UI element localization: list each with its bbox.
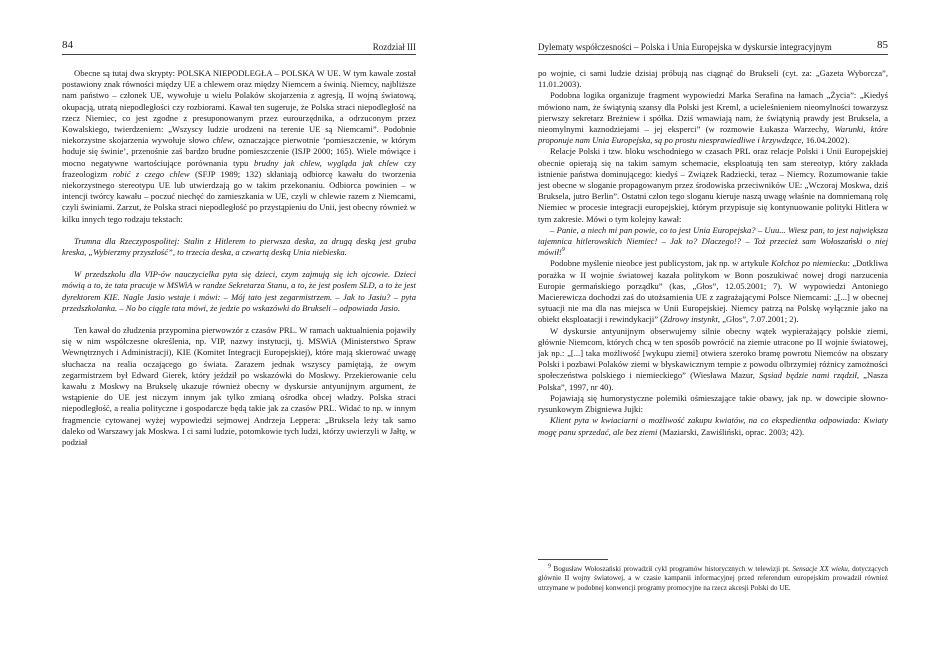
paragraph: Pojawiają się humorystyczne polemiki ośmieszające takie obawy, jak np. w dowcipie słowno-rysunkowym Zbigniewa Jujki:	[538, 392, 888, 415]
footnote-mark: 9	[561, 247, 565, 254]
page-number: 85	[877, 39, 888, 51]
footnote-text: $^9$ Bogusław Wołoszański prowadził cykl programów historycznych w telewizji pt. Sensacje XX wieku, dotyczących głównie II wojny światowej, a w czasie kampanii informacyjnej przed referendum europejskim prowadził również utrzymane w podobnej konwencji programy promocyjne na rzecz akcesji Polski do UE.	[538, 563, 888, 592]
quote-joke: Klient pyta w kwiaciarni o możliwość zakupu kwiatów, na co ekspedientka odpowiada: Kwiaty mogę panu sprzedać, ale bez ziemi (Maziarski, Zawiśliński, oprac. 2003; 42).	[538, 415, 888, 437]
paragraph: Relacje Polski i tzw. bloku wschodniego w czasach PRL oraz relacje Polski i Unii Europejskiej obecnie opierają się na takim samym schemacie, eksploatują ten sam stereotyp, który zakłada istnienie państwa dominującego: kiedyś – Związek Radziecki, teraz – Niemcy. Rozumowanie takie jest obecne w sloganie propagowanym przez środowiska przeciwników UE: „Wczoraj Moskwa, dziś Bruksela, jutro Berlin”. Ostatni człon tego sloganu kieruje naszą uwagę właśnie na domniemaną rolę Niemiec w procesie integracji europejskiej, którym przypisuje się kontynuowanie polityki Hitlera w tym zakresie. Mówi o tym kolejny kawał:	[538, 146, 888, 224]
quote-joke: Trumna dla Rzeczypospolitej: Stalin z Hitlerem to pierwsza deska, za drugą deską jest gruba kreska, „Wybierzmy przyszłość”, to trzecia deska, a czwartą deską Unia niebieska.	[62, 235, 416, 258]
paragraph: Ten kawał do złudzenia przypomina pierwowzór z czasów PRL. W ramach uaktualnienia pojawiły się w nim współczesne określenia, np. VIP, nazwy instytucji, tj. MSWiA (Ministerstwo Spraw Wewnętrznych i Administracji), KIE (Komitet Integracji Europejskiej), które mają skierować uwagę słuchacza na realia oczającego go świata. Zarazem jednak wszyscy pamiętają, że owym zegarmistrzem był Edward Gierek, który jeździł po wskazówki do Moskwy. Przekierowanie celu kawału z Moskwy na Brukselę ukazuje również obecny w dyskursie antyunijnym argument, że wstąpienie do UE jest niczym innym jak tylko zmianą ośrodka obcej władzy. Polska straci niepodległość, a realia polityczne i gospodarcze będą takie jak za czasów PRL. Widać to np. w innym fragmencie cytowanej wyżej wypowiedzi sejmowej Andrzeja Leppera: „Bruksela leży tak samo daleko od Warszawy jak Moskwa. I ci sami ludzie, potomkowie tych ludzi, którzy uwierzyli w Jałtę, w podział	[62, 325, 416, 448]
quote-dialog: – Panie, a niech mi pan powie, co to jest Unia Europejska? – Uuu... Wiesz pan, to jest największa tajemnica hitlerowskich Niemiec! – Jak to? Dlaczego!? – Toż przecież sam Wołoszański o niej mówił!$^9$	[538, 224, 888, 258]
footnote	[538, 559, 888, 593]
paragraph: W dyskursie antyunijnym obserwujemy silnie obecny wątek wypierażający polskie ziemi, głównie Niemcom, których chcą w ten sposób powrócić na ziemie utracone po II wojnie światowej, jak np.: „[...] taka możliwość [wykupu ziemi] otwiera szeroko bramę powrotu Niemców na obszary Polski i pozbawi Polaków ziemi w błyskawicznym tempie z powodu olbrzymiej różnicy zamożności społeczeństwa polskiego i niemieckiego” (Wiesława Mazur, Sąsiad będzie nami rządził, „Nasza Polska”, 1997, nr 40).	[538, 325, 888, 392]
left-page-body	[62, 68, 416, 448]
right-page-body	[538, 68, 888, 438]
footnote-rule	[538, 559, 608, 560]
running-header: Dylematy współczesności – Polska i Unia Europejska w dyskursie integracyjnym	[538, 42, 832, 52]
paragraph: Podobne myślenie nieobce jest publicystom, jak np. w artykule Kołchoz po niemiecku: „Dotkliwa porażka w II wojnie światowej kazała politykom w Bonn poszukiwać nowej drogi narzucenia Europie germańskiego porządku” (kas, „Głos”, 12.05.2001; 7). W wypowiedzi Antoniego Macierewicza dochodzi zaś do utożsamienia UE z zagrażającymi Polsce Niemcami: „[...] w obecnej sytuacji nie ma dla nas miejsca w Unii Europejskiej. Niemcy patrzą na Polskę wyłącznie jako na obiekt eksploatacji i rewindykacji” (Zdrowy instynkt, „Głos”, 7.07.2001; 2).	[538, 258, 888, 325]
page-number: 84	[62, 39, 73, 51]
left-page	[62, 0, 416, 671]
paragraph: po wojnie, ci sami ludzie dzisiaj próbują nas ciągnąć do Brukseli (cyt. za: „Gazeta Wyborcza”, 11.01.2003).	[538, 68, 888, 90]
right-page	[538, 0, 888, 671]
paragraph: Podobna logika organizuje fragment wypowiedzi Marka Serafina na łamach „Życia”: „Kiedyś mówiono nam, że świątynią szansy dla Polski jest Kreml, a ucieleśnieniem nieomylności towarzysz pierwszy sekretarz Breżniew i spółka. Dziś wmawiają nam, że świątynią prawdy jest Bruksela, a nieomylnymi kaznodziejami – jej eksperci” (w rozmowie Łukasza Warzechy, Warunki, które proponuje nam Unia Europejska, są po prostu niesprawiedliwe i krzywdzące, 16.04.2002).	[538, 90, 888, 146]
right-page-header	[538, 39, 888, 58]
paragraph: Obecne są tutaj dwa skrypty: POLSKA NIEPODLEGŁA – POLSKA W UE. W tym kawale został postawiony znak równości między UE a chlewem oraz między Niemcem a świnią. Niemcy, najbliższe nam państwo – członek UE, wywołuje u wielu Polaków skojarzenia z agresją, II wojną światową, okupacją, utratą niepodległości czy rozbiorami. Kawał ten sugeruje, że Polska straci niepodległość na rzecz Niemiec, co jest zgodne z presuponowanym przez eurourzędnika, a odrzuconym przez Kowalskiego, twierdzeniem: „Wszyscy ludzie urodzeni na terenie UE są Niemcami”. Podobnie niekorzystne skojarzenia wywołuje słowo chlew, oznaczające pierwotnie ‘pomieszczenie, w którym hoduje się świnie’, przenośnie zaś bardzo brudne pomieszczenie (ISJP 2000; 165). Wiele mówiące i mocno negatywne wartościujące porównania typu brudny jak chlew, wygląda jak chlew czy frazeologizm robić z czego chlew (SFJP 1989; 132) skłaniają odbiorcę kawału do tworzenia niekorzystnego stereotypu UE lub utwierdzają go w takim przekonaniu. Odbiorca powinien – w intencji twórcy kawału – poczuć niechęć do zamieszkania w UE, czyli w chlewie razem z Niemcami, czyli świniami. Zarzut, że Polska straci niepodległość po przystąpieniu do Unii, jest obecny również w kilku innych tego rodzaju tekstach:	[62, 68, 416, 224]
header-rule	[538, 54, 888, 55]
header-rule	[62, 54, 416, 55]
running-header: Rozdział III	[372, 42, 416, 52]
quote-joke: W przedszkolu dla VIP-ów nauczycielka pyta się dzieci, czym zajmują się ich ojcowie. Dzieci mówią a to, że tata pracuje w MSWiA w randze Sekretarza Stanu, a to, że jest posłem SLD, a to że jest dyrektorem KIE. Nagle Jasio wstaje i mówi: – Mój tato jest zegarmistrzem. – Jak to Jasiu? – pyta przedszkolanka. – No bo ciągle tata mówi, że jedzie po wskazówki do Brukseli – odpowiada Jasio.	[62, 269, 416, 313]
left-page-header	[62, 39, 416, 58]
